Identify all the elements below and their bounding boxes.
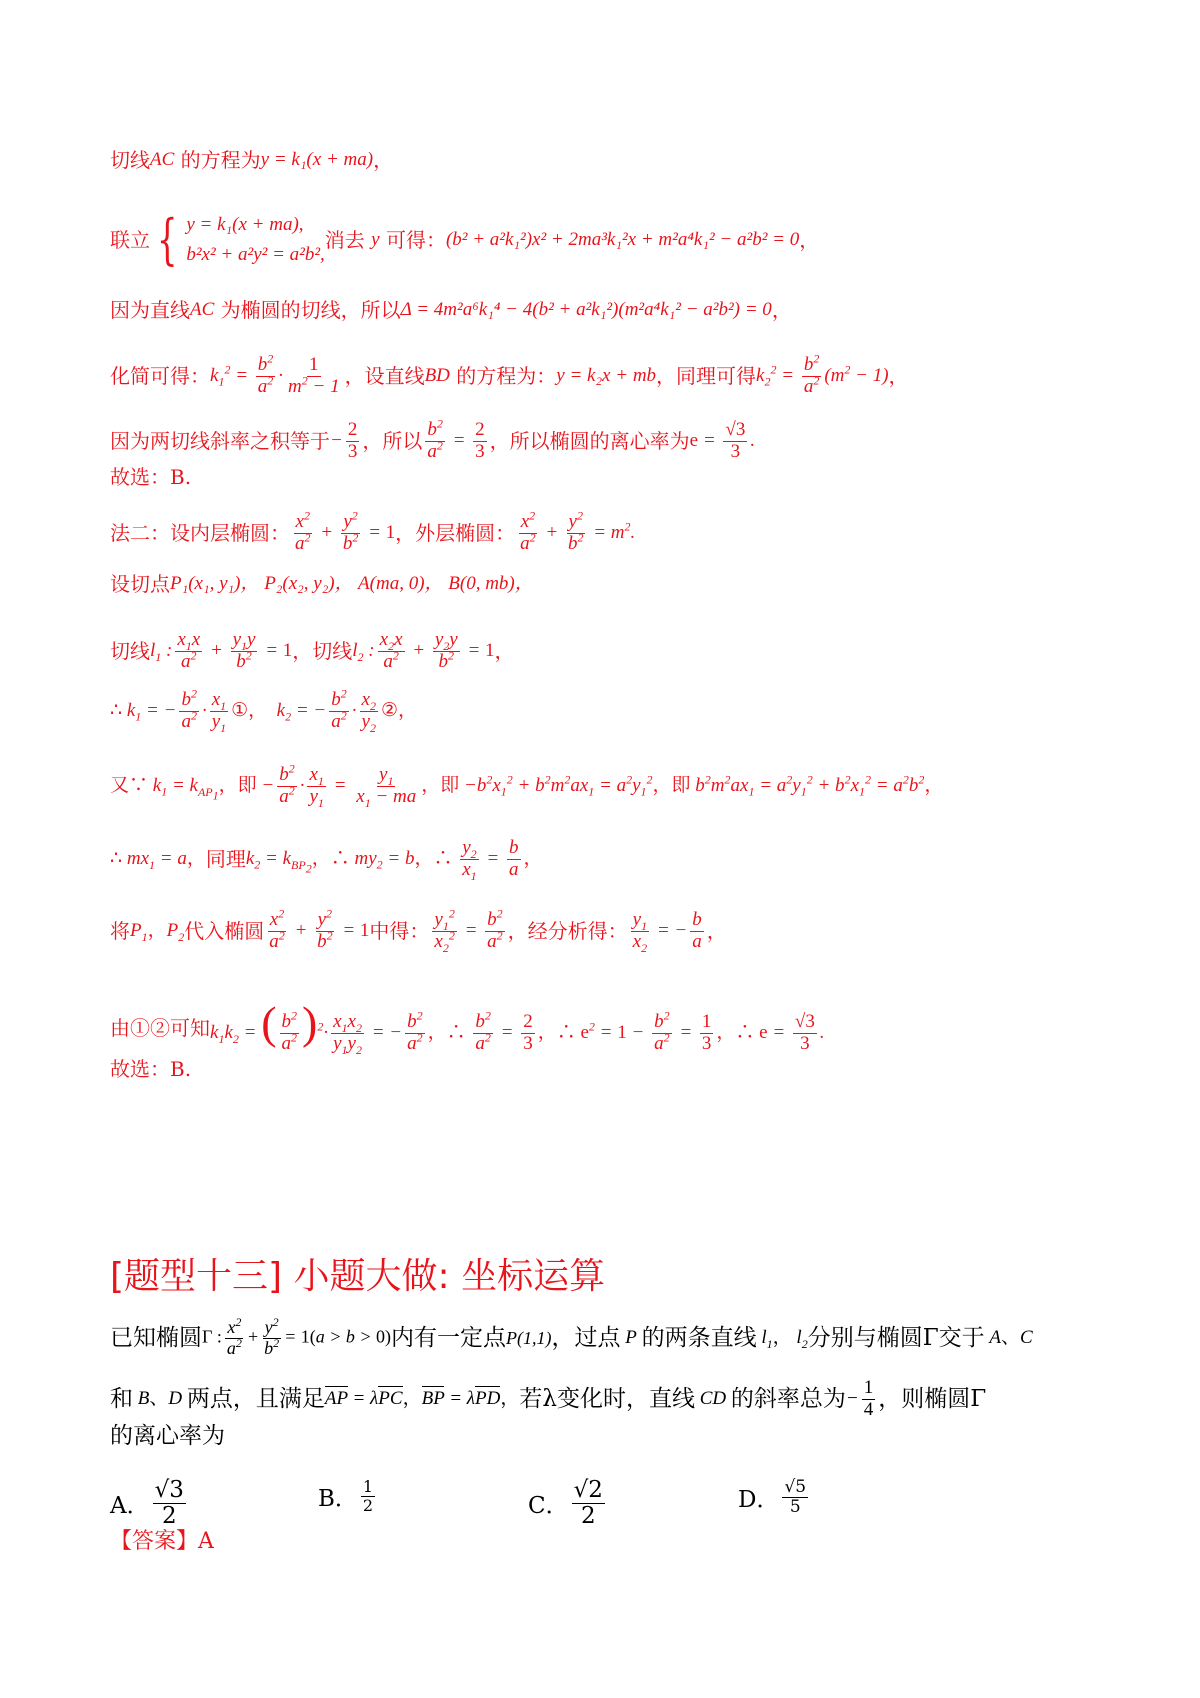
solution-line-6 — [110, 465, 191, 489]
math: AC — [150, 149, 175, 170]
math: A、C — [984, 1327, 1033, 1349]
equation: $\frac{x^2}{a^2}$ + $\frac{y^2}{b^2}$ = 1 — [269, 906, 370, 952]
equation: $k_1^2$ = $\frac{b^2}{a^2}$ · $\frac{1}{m^2 - 1}$ — [210, 351, 340, 397]
solution-line-8 — [110, 572, 534, 596]
answer: 【答案】A — [110, 1529, 214, 1554]
equation: $\frac{y_1^2}{x_2^2}$ = $\frac{b^2}{a^2}$ — [434, 906, 503, 955]
equation: 又∵ $k_1 = k_{AP_1}$，即 − $\frac{b^2}{a^2}$ · $\frac{x_1}{y_1}$ = $\frac{y_1}{x_1 - ma}$ ，即 $-b^2x_1^2 + b^2m^2ax_1 = a^2y_1^2$，即 $b^2m^2ax_1 = a^2y_1^2 + b^2x_1^2 = a^2b^2$， — [110, 761, 944, 810]
math: $l_1$ : — [150, 640, 173, 665]
equation: $\frac{y_1}{x_2}$ = − $\frac{b}{a}$ — [632, 909, 702, 955]
equation: − $\frac{2}{3}$ — [330, 419, 358, 462]
text: 同理可得 — [676, 364, 757, 389]
text: 可得： — [385, 228, 446, 252]
equation: $k_2^2$ = $\frac{b^2}{a^2}$ $(m^2 - 1)$ — [756, 351, 889, 397]
equation: y = k₁(x + ma) — [260, 149, 374, 170]
text: 若λ变化时，直线 — [519, 1386, 695, 1413]
equation: P₁(x₁, y₁)， P₂(x₂, y₂)， A(ma, 0)， B(0, mb)， — [170, 573, 534, 594]
equation: $\frac{x^2}{a^2}$ + $\frac{y^2}{b^2}$ = 1 — [295, 508, 396, 554]
math: CD — [694, 1388, 731, 1410]
equation: $k_2 = k_{BP_2}$，∴ $my_2 = b$，∴ $\frac{y_2}{x_1}$ = $\frac{b}{a}$ ， — [245, 837, 543, 883]
text: 为椭圆的切线，所以 — [220, 298, 401, 322]
equation: $k_1k_2$ = ( $\frac{b^2}{a^2}$ )$^2$· $\frac{x_1x_2}{y_1y_2}$ = − $\frac{b^2}{a^2}$ ，∴ $\frac{b^2}{a^2}$ = $\frac{2}{3}$ ，∴ $e^2 = 1$ − $\frac{b^2}{a^2}$ = $\frac{1}{3}$ ，∴ e = $\frac{√3}{3}$ . — [210, 997, 825, 1057]
solution-line-14 — [110, 997, 825, 1057]
question-line-2 — [110, 1378, 986, 1421]
text: 外层椭圆： — [415, 521, 516, 546]
text: 切线 — [110, 148, 150, 172]
section-heading: [题型十三] 小题大做: 坐标运算 — [110, 1256, 606, 1297]
text: 的斜率总为 — [730, 1386, 846, 1413]
equation: AP = λPC，BP = λPD， — [324, 1388, 520, 1410]
text: 化简可得： — [110, 364, 210, 389]
text: 已知椭圆 — [110, 1325, 202, 1352]
option-label: A． — [110, 1493, 150, 1520]
math: y — [371, 229, 380, 250]
math: $l_1$， $l_2$ — [756, 1327, 808, 1352]
option-value: $\frac{1}{2}$ — [362, 1477, 374, 1515]
system-row-1: y = k₁(x + ma), — [186, 214, 304, 235]
text: 消去 — [324, 228, 365, 252]
solution-line-5: 因为两切线斜率之积等于 − $\frac{2}{3}$ ， 所以 $\frac{b^2}{a^2}$ = $\frac{2}{3}$ ， 所以椭圆的离心率为 e = $\frac{√3}{3}$ . — [110, 416, 756, 462]
text: 的两条直线 — [641, 1325, 757, 1352]
option-label: C． — [528, 1493, 569, 1520]
option-value: $\frac{√5}{5}$ — [784, 1477, 807, 1517]
text: 两点，且满足 — [186, 1386, 325, 1413]
solution-line-13: 将 $P_1$，$P_2$ 代入椭圆 $\frac{x^2}{a^2}$ + $\frac{y^2}{b^2}$ = 1 中得： $\frac{y_1^2}{x_2^2}$ = $\frac{b^2}{a^2}$ ， 经分析得： $\frac{y_1}{x_2}$ = − $\frac{b}{a}$ ， — [110, 906, 727, 955]
question-line-1 — [110, 1315, 1033, 1359]
text: 故选：B. — [110, 465, 192, 489]
text: 设直线 — [364, 364, 425, 389]
text: 分别与椭圆Γ交于 — [807, 1325, 985, 1352]
equation: Γ : $\frac{x^2}{a^2}$ + $\frac{y^2}{b^2}$ = 1(a > b > 0) — [202, 1315, 392, 1358]
math: $P_1$，$P_2$ — [130, 920, 185, 945]
text: 和 — [110, 1386, 133, 1413]
solution-line-4: 化简可得： $k_1^2$ = $\frac{b^2}{a^2}$ · $\frac{1}{m^2 - 1}$ ， 设直线 BD 的方程为： y = k₂x + mb ， 同理可得 $k_2^2$ = $\frac{b^2}{a^2}$ $(m^2 - 1)$ ， — [110, 351, 909, 397]
option-label: B． — [318, 1485, 358, 1512]
text: 因为两切线斜率之积等于 — [110, 429, 330, 454]
text: 切线 — [312, 639, 353, 664]
solution-line-1: 切线 AC 的方程为 y = k₁(x + ma) ， — [110, 148, 394, 172]
solution-line-15 — [110, 1057, 191, 1081]
equation: $\frac{x_1x}{a^2}$ + $\frac{y_1y}{b^2}$ = 1 — [177, 629, 293, 672]
solution-line-2: 联立 { y = k₁(x + ma), b²x² + a²y² = a²b², 消去 y 可得： (b² + a²k₁²)x² + 2ma³k₁²x + m²a⁴k₁² − a²b² = 0 ， — [110, 208, 820, 271]
text: 由①②可知 — [110, 1015, 210, 1040]
math: B、D — [133, 1388, 187, 1410]
math: BD — [424, 365, 450, 387]
text: 设切点 — [110, 572, 170, 596]
system-row-2: b²x² + a²y² = a²b², — [186, 244, 325, 265]
option-label: D． — [738, 1486, 780, 1513]
text: 代入椭圆 — [184, 919, 265, 944]
solution-line-3: 因为直线 AC 为椭圆的切线，所以 Δ = 4m²a⁶k₁⁴ − 4(b² + a²k₁²)(m²a⁴k₁² − a²b²) = 0 ， — [110, 298, 792, 322]
equation: $\frac{b^2}{a^2}$ = $\frac{2}{3}$ — [427, 416, 485, 462]
text: 的方程为 — [180, 148, 261, 172]
text: 所以椭圆的离心率为 — [509, 429, 690, 454]
solution-line-7: 法二：设内层椭圆： $\frac{x^2}{a^2}$ + $\frac{y^2}{b^2}$ = 1 ， 外层椭圆： $\frac{x^2}{a^2}$ + $\frac{y^2}{b^2}$ = $m^2$. — [110, 508, 636, 554]
question-line-3 — [110, 1424, 225, 1448]
equation-system: { y = k₁(x + ma), b²x² + a²y² = a²b², — [156, 208, 325, 271]
solution-line-11 — [110, 761, 944, 810]
equation: Δ = 4m²a⁶k₁⁴ − 4(b² + a²k₁²)(m²a⁴k₁² − a²b²) = 0 — [400, 299, 772, 320]
option-value: $\frac{√2}{2}$ — [573, 1477, 603, 1530]
option-b[interactable] — [318, 1478, 378, 1514]
equation: y = k₂x + mb — [556, 365, 657, 387]
text: 所以 — [382, 429, 423, 454]
text: 经分析得： — [527, 919, 628, 944]
math: P — [620, 1327, 642, 1349]
text: 联立 — [110, 228, 150, 252]
text: 内有一定点 — [391, 1325, 507, 1352]
solution-line-10 — [110, 686, 417, 735]
equation: (b² + a²k₁²)x² + 2ma³k₁²x + m²a⁴k₁² − a²b² = 0 — [445, 229, 800, 250]
option-d[interactable] — [738, 1478, 811, 1516]
equation: ∴ $k_1$ = − $\frac{b^2}{a^2}$ · $\frac{x_1}{y_1}$ ①， $k_2$ = − $\frac{b^2}{a^2}$ · $\frac{x_2}{y_2}$ ②， — [110, 686, 417, 735]
math: $l_2$ : — [352, 640, 375, 665]
equation: ∴ $mx_1 = a$， — [110, 848, 206, 873]
text: ，则椭圆Γ — [878, 1386, 987, 1413]
solution-line-12 — [110, 838, 543, 881]
equation: e = $\frac{√3}{3}$ . — [689, 419, 756, 462]
solution-line-9: 切线 $l_1$ : $\frac{x_1x}{a^2}$ + $\frac{y_1y}{b^2}$ = 1 ， 切线 $l_2$ : $\frac{x_2x}{a^2}$ + $\frac{y_2y}{b^2}$ = 1 ， — [110, 629, 515, 672]
text: 故选：B. — [110, 1057, 192, 1081]
text: ，过点 — [551, 1325, 621, 1352]
option-c[interactable] — [528, 1478, 608, 1530]
text: 的方程为： — [456, 364, 557, 389]
text: 的离心率为 — [110, 1423, 225, 1449]
equation: $\frac{x_2x}{a^2}$ + $\frac{y_2y}{b^2}$ = 1 — [379, 629, 495, 672]
equation: − $\frac{1}{4}$ — [845, 1377, 874, 1420]
math: AC — [190, 299, 215, 320]
text: 因为直线 — [110, 298, 190, 322]
text: 法二：设内层椭圆： — [110, 521, 290, 546]
option-a[interactable] — [110, 1478, 189, 1530]
text: 切线 — [110, 639, 150, 664]
math: P(1,1) — [506, 1328, 552, 1349]
equation: $\frac{x^2}{a^2}$ + $\frac{y^2}{b^2}$ = $m^2$. — [520, 508, 636, 554]
text: 中得： — [369, 919, 430, 944]
option-value: $\frac{√3}{2}$ — [154, 1477, 184, 1530]
text: 同理 — [205, 847, 246, 872]
text: 将 — [110, 919, 130, 944]
